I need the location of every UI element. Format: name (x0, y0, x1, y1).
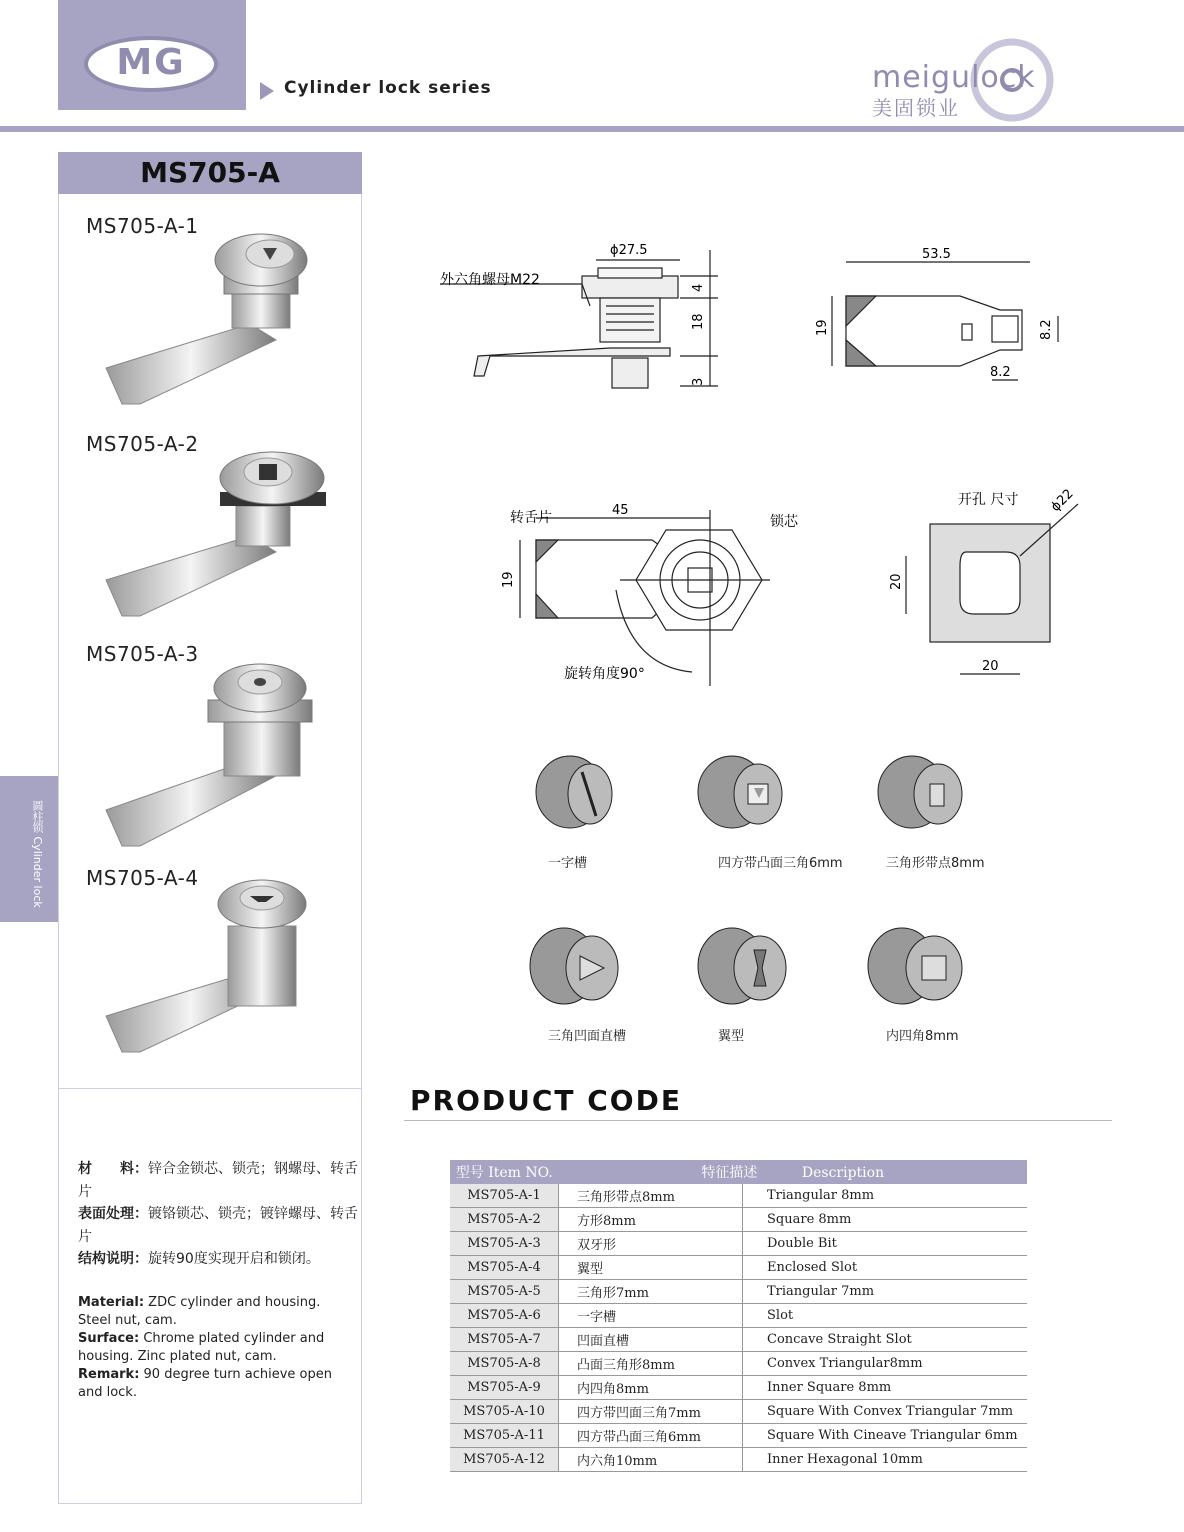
desc-cn: 翼型 (559, 1256, 743, 1280)
dim-text: 53.5 (922, 247, 951, 262)
dim-text: 45 (612, 503, 629, 518)
key-type-label: 四方带凸面三角6mm (718, 856, 843, 871)
desc-cn: 内六角10mm (559, 1448, 743, 1472)
item-no: MS705-A-3 (450, 1232, 559, 1256)
dim-text: 4 (691, 283, 706, 292)
product-code-table (450, 1160, 1027, 1472)
table-row (450, 1208, 1027, 1232)
spec-en-remark (78, 1366, 348, 1402)
table-row (450, 1304, 1027, 1328)
item-no: MS705-A-6 (450, 1304, 559, 1328)
desc-cn: 方形8mm (559, 1208, 743, 1232)
key-type-label: 翼型 (718, 1029, 745, 1044)
triangle-bullet-icon (260, 82, 274, 100)
desc-en: Enclosed Slot (743, 1256, 1028, 1280)
spec-value: 90 degree turn achieve open and lock. (78, 1367, 332, 1400)
desc-cn: 凸面三角形8mm (559, 1352, 743, 1376)
cutout-label: 开孔 尺寸 (958, 492, 1019, 508)
spec-value: ZDC cylinder and housing. Steel nut, cam. (78, 1295, 321, 1328)
key-slot-icon (530, 752, 620, 834)
item-no: MS705-A-11 (450, 1424, 559, 1448)
table-row (450, 1352, 1027, 1376)
spec-key: Surface: (78, 1331, 140, 1346)
variant-label: MS705-A-2 (86, 432, 199, 456)
dim-text: 20 (982, 659, 999, 674)
spec-key: 结构说明： (78, 1251, 148, 1267)
spec-en-material (78, 1294, 348, 1330)
key-type-label: 三角形带点8mm (886, 856, 985, 871)
table-row (450, 1232, 1027, 1256)
key-type-label: 内四角8mm (886, 1029, 959, 1044)
item-no: MS705-A-12 (450, 1448, 559, 1472)
spec-key: 材 料： (78, 1161, 148, 1177)
dim-text: 18 (691, 313, 706, 330)
item-no: MS705-A-9 (450, 1376, 559, 1400)
key-square-triangle-icon (692, 752, 792, 834)
col-desc-en: Description (801, 1165, 885, 1181)
desc-cn: 内四角8mm (559, 1376, 743, 1400)
dim-text: 19 (501, 571, 516, 588)
cam-top-drawing (810, 240, 1070, 400)
table-row (450, 1280, 1027, 1304)
desc-en: Inner Hexagonal 10mm (743, 1448, 1028, 1472)
dim-text: 19 (815, 319, 830, 336)
lock-photo-2 (100, 440, 310, 620)
spec-structure (78, 1248, 368, 1271)
brand-name-cn: 美固锁业 (872, 96, 960, 120)
item-no: MS705-A-5 (450, 1280, 559, 1304)
brand-name: meigulock (872, 60, 1036, 95)
side-tab-en: Cylinder lock (31, 836, 44, 908)
lock-photo-4 (100, 876, 310, 1056)
spec-en-surface (78, 1330, 348, 1366)
col-description (559, 1160, 1028, 1184)
desc-en: Triangular 7mm (743, 1280, 1028, 1304)
col-desc-cn: 特征描述 (701, 1165, 758, 1181)
item-no: MS705-A-4 (450, 1256, 559, 1280)
desc-en: Slot (743, 1304, 1028, 1328)
header-divider (0, 126, 1184, 132)
desc-en: Triangular 8mm (743, 1184, 1028, 1208)
table-row (450, 1400, 1027, 1424)
desc-en: Square With Cineave Triangular 6mm (743, 1424, 1028, 1448)
spec-key: Remark: (78, 1367, 140, 1382)
desc-en: Convex Triangular8mm (743, 1352, 1028, 1376)
variant-label: MS705-A-4 (86, 866, 199, 890)
variant-label: MS705-A-1 (86, 214, 199, 238)
lock-photo-3 (100, 660, 310, 850)
side-view-drawing (400, 230, 730, 400)
table-row (450, 1424, 1027, 1448)
desc-cn: 四方带凸面三角6mm (559, 1424, 743, 1448)
side-tab-cn: 圆柱锁 (31, 800, 44, 833)
desc-cn: 一字槽 (559, 1304, 743, 1328)
series-title: Cylinder lock series (284, 78, 492, 98)
key-type-label: 三角凹面直槽 (548, 1029, 627, 1044)
spec-english (78, 1294, 348, 1402)
col-item: 型号 Item NO. (450, 1160, 559, 1184)
desc-en: Double Bit (743, 1232, 1028, 1256)
desc-en: Square 8mm (743, 1208, 1028, 1232)
desc-cn: 凹面直槽 (559, 1328, 743, 1352)
panel-divider (58, 1088, 362, 1089)
dim-text: ϕ22 (1048, 486, 1077, 515)
rotation-label: 旋转角度90° (564, 666, 645, 682)
side-tab-label (14, 800, 44, 908)
model-title: MS705-A (58, 152, 362, 194)
desc-cn: 双牙形 (559, 1232, 743, 1256)
spec-value: 镀铬锁芯、锁壳；镀锌螺母、转舌片 (78, 1206, 358, 1245)
dim-text: 8.2 (1039, 319, 1054, 340)
dim-text: 3 (691, 377, 706, 386)
logo-text: MG (116, 42, 186, 83)
desc-en: Concave Straight Slot (743, 1328, 1028, 1352)
variant-label: MS705-A-3 (86, 642, 199, 666)
desc-cn: 三角形7mm (559, 1280, 743, 1304)
desc-en: Square With Convex Triangular 7mm (743, 1400, 1028, 1424)
nut-label: 外六角螺母M22 (440, 272, 540, 288)
key-inner-square-icon (862, 924, 972, 1008)
lock-photo-1 (100, 228, 310, 408)
item-no: MS705-A-2 (450, 1208, 559, 1232)
dim-text: ϕ27.5 (610, 243, 648, 258)
core-label: 锁芯 (770, 514, 798, 530)
dim-text: 8.2 (990, 365, 1011, 380)
front-view-drawing (440, 490, 798, 690)
spec-surface (78, 1203, 368, 1249)
spec-key: Material: (78, 1295, 145, 1310)
spec-value: 旋转90度实现开启和锁闭。 (148, 1251, 320, 1267)
table-row (450, 1328, 1027, 1352)
spec-value: 锌合金锁芯、锁壳；钢螺母、转舌片 (78, 1161, 358, 1200)
item-no: MS705-A-8 (450, 1352, 559, 1376)
item-no: MS705-A-7 (450, 1328, 559, 1352)
key-wing-icon (692, 924, 792, 1008)
product-code-title: PRODUCT CODE (410, 1084, 682, 1117)
spec-material (78, 1158, 368, 1204)
dim-text: 20 (889, 573, 904, 590)
item-no: MS705-A-1 (450, 1184, 559, 1208)
table-row (450, 1256, 1027, 1280)
cutout-drawing (880, 480, 1100, 680)
cam-label: 转舌片 (510, 510, 552, 526)
table-row (450, 1184, 1027, 1208)
table-row (450, 1376, 1027, 1400)
desc-cn: 三角形带点8mm (559, 1184, 743, 1208)
product-code-divider (404, 1120, 1112, 1121)
spec-key: 表面处理： (78, 1206, 148, 1222)
item-no: MS705-A-10 (450, 1400, 559, 1424)
desc-en: Inner Square 8mm (743, 1376, 1028, 1400)
key-triangle-concave-icon (524, 924, 624, 1008)
desc-cn: 四方带凹面三角7mm (559, 1400, 743, 1424)
spec-value: Chrome plated cylinder and housing. Zinc plated nut, cam. (78, 1331, 325, 1364)
table-row (450, 1448, 1027, 1472)
key-triangle-dot-icon (872, 752, 972, 834)
key-type-label: 一字槽 (548, 856, 588, 871)
